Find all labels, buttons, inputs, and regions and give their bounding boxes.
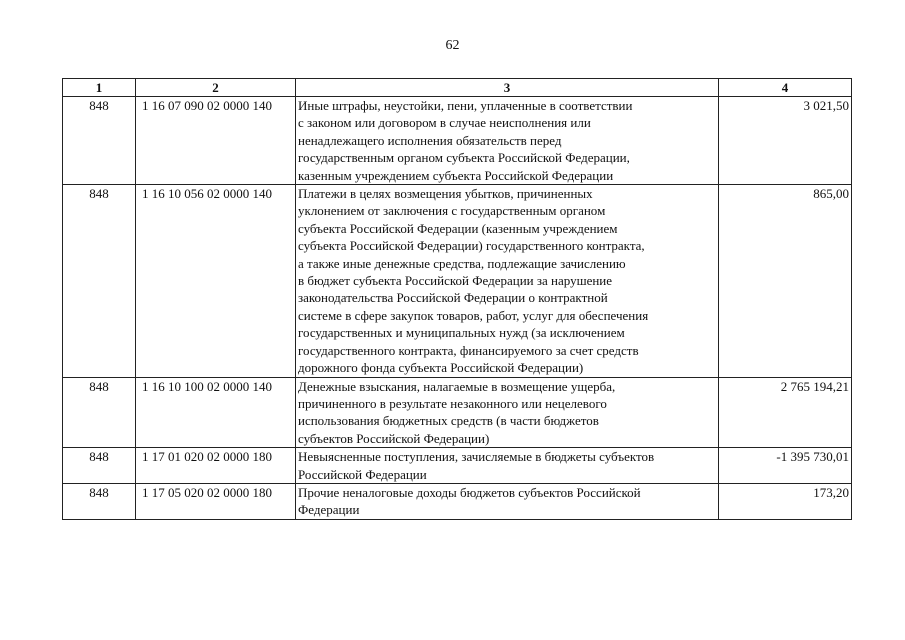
revenue-name-cell: Невыясненные поступления, зачисляемые в бюджеты субъектов Российской Федерации [296,448,719,484]
amount-cell: 3 021,50 [719,97,852,185]
page-number: 62 [445,38,460,53]
table-row [63,448,852,484]
revenue-name-cell: Платежи в целях возмещения убытков, причиненных уклонением от заключения с государственным органом субъекта Российской Федерации (казенным учреждением субъекта Российской Федерации) государственного контракта, а также иные денежные средства, подлежащие зачислению в бюджет субъекта Российской Федерации за нарушение законодательства Российской Федерации о контрактной системе в сфере закупок товаров, работ, услуг для обеспечения государственных и муниципальных нужд (за исключением государственного контракта, финансируемого за счет средств дорожного фонда субъекта Российской Федерации) [296,185,719,377]
column-header-3: 3 [296,79,719,97]
admin-code-cell: 848 [63,483,136,519]
table-header-row [63,79,852,97]
column-header-4: 4 [719,79,852,97]
admin-code-cell: 848 [63,448,136,484]
table-row [63,97,852,185]
amount-cell: -1 395 730,01 [719,448,852,484]
admin-code-cell: 848 [63,185,136,377]
table-row [63,483,852,519]
revenue-name-cell: Прочие неналоговые доходы бюджетов субъектов Российской Федерации [296,483,719,519]
revenue-name-cell: Денежные взыскания, налагаемые в возмещение ущерба, причиненного в результате незаконного или нецелевого использования бюджетных средств (в части бюджетов субъектов Российской Федерации) [296,377,719,448]
admin-code-cell: 848 [63,377,136,448]
budget-code-cell: 1 17 01 020 02 0000 180 [136,448,296,484]
budget-revenue-table [62,78,852,520]
amount-cell: 2 765 194,21 [719,377,852,448]
column-header-1: 1 [63,79,136,97]
table-row [63,377,852,448]
budget-code-cell: 1 17 05 020 02 0000 180 [136,483,296,519]
column-header-2: 2 [136,79,296,97]
amount-cell: 173,20 [719,483,852,519]
table-row [63,185,852,377]
revenue-name-cell: Иные штрафы, неустойки, пени, уплаченные в соответствии с законом или договором в случае неисполнения или ненадлежащего исполнения обязательств перед государственным органом субъекта Российской Федерации, казенным учреждением субъекта Российской Федерации [296,97,719,185]
budget-code-cell: 1 16 10 056 02 0000 140 [136,185,296,377]
budget-code-cell: 1 16 07 090 02 0000 140 [136,97,296,185]
budget-code-cell: 1 16 10 100 02 0000 140 [136,377,296,448]
admin-code-cell: 848 [63,97,136,185]
amount-cell: 865,00 [719,185,852,377]
